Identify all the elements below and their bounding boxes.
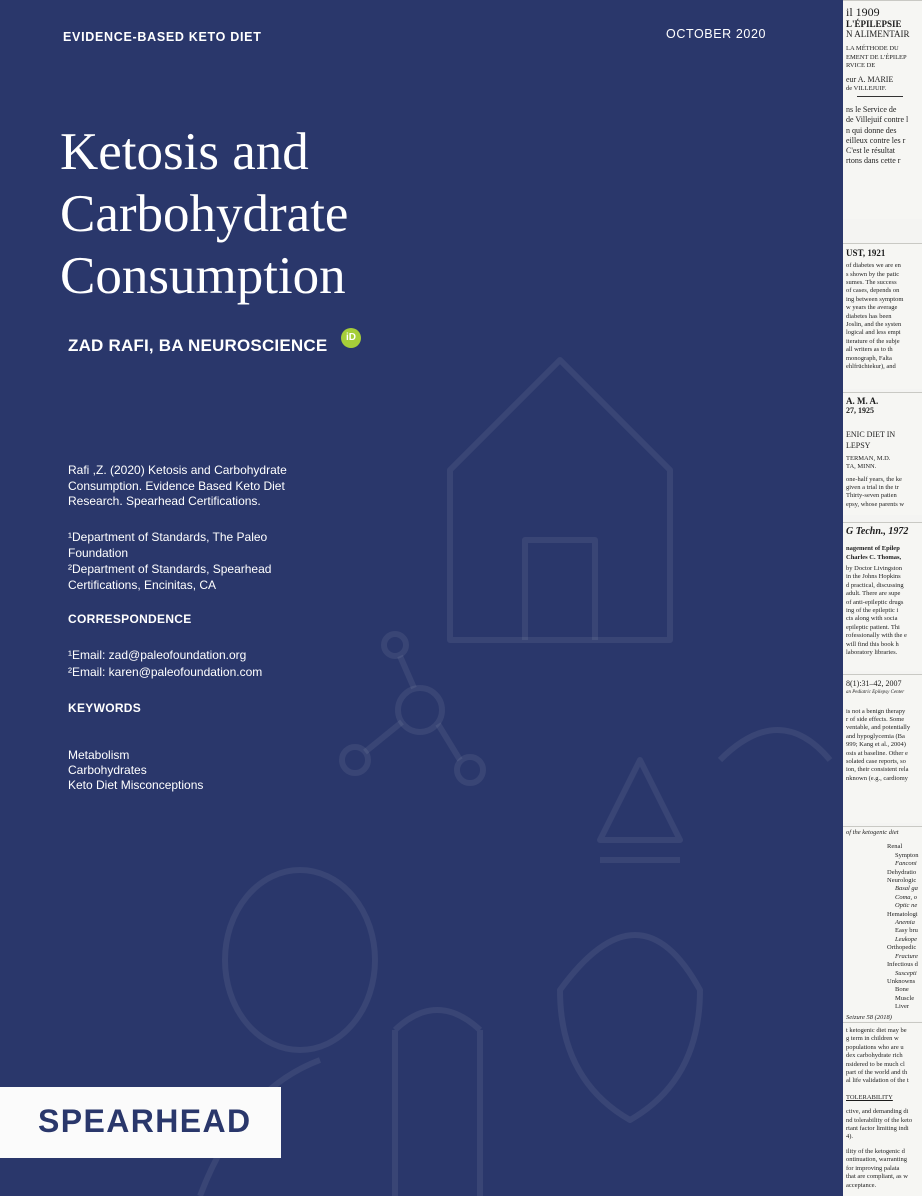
collage-line: il 1909 [846, 5, 880, 19]
collage-line: t ketogenic diet may be [846, 1027, 907, 1034]
collage-line: that are compliant, as w [846, 1173, 908, 1181]
grain-outline [600, 760, 680, 860]
collage-line: Leukope [895, 935, 918, 943]
collage-line: ontinuation, warranting [846, 1156, 908, 1164]
collage-line: acceptance. [846, 1181, 877, 1189]
collage-line: part of the world and th [846, 1069, 908, 1077]
collage-line: sumes. The success [846, 279, 897, 287]
collage-line: s shown by the patic [846, 270, 900, 278]
collage-line: EMENT DE L'ÉPILEP [846, 53, 907, 61]
glass-outline [395, 1010, 480, 1196]
collage-line: of diabetes we are en [846, 262, 901, 270]
molecule-node [398, 688, 442, 732]
collage-line: ing of the epileptic i [846, 607, 899, 615]
clip-2007 [843, 674, 922, 823]
collage-line: g term in children w [846, 1035, 899, 1043]
clip-2018-table [843, 826, 922, 1021]
collage-line: w years the average [846, 304, 898, 312]
collage-line: is not a benign therapy [846, 707, 906, 715]
collage-line: Coma, o [895, 893, 918, 901]
house-outline [450, 360, 670, 640]
collage-line: Charles C. Thomas, [846, 553, 902, 561]
collage-line: Infectious d [887, 961, 918, 969]
collage-line: by Doctor Livingston [846, 565, 902, 573]
clip-1909 [843, 0, 922, 219]
keyword-list [68, 748, 203, 793]
keyword-item: Carbohydrates [68, 763, 147, 777]
collage-line: osis at baseline. Other e [846, 749, 908, 757]
collage-line: rofessionally with the e [846, 632, 907, 640]
collage-line: Fanconi [895, 860, 917, 868]
collage-line: and hypoglycemia (Ba [846, 732, 905, 740]
collage-line: de Villejuif contre l [846, 115, 909, 125]
collage-line: cts along with socia [846, 615, 898, 623]
collage-line: Neurologic [887, 877, 917, 885]
arc-outline [720, 730, 830, 760]
molecule-bonds [365, 656, 460, 760]
collage-line: Basal ga [895, 885, 918, 893]
collage-line: diabetes has been [846, 312, 892, 320]
collage-line: Optic ne [895, 902, 918, 910]
collage-line: eilleux contre les r [846, 135, 906, 145]
molecule-node [384, 634, 406, 656]
collage-line: ctive, and demanding di [846, 1108, 909, 1116]
collage-line: will find this book h [846, 640, 899, 648]
citation-text: Rafi ,Z. (2020) Ketosis and Carbohydrate Consumption. Evidence Based Keto Diet Research. Spearhead Certifications. [68, 463, 287, 508]
collage-line: ion, their consistent rela [846, 766, 909, 774]
collage-line: RVICE DE [846, 62, 876, 70]
collage-line: UST, 1921 [846, 248, 886, 258]
collage-line: one-half years, the ke [846, 475, 902, 483]
collage-line: of anti-epileptic drugs [846, 598, 904, 606]
collage-line: nknown (e.g., cardiomy [846, 774, 908, 782]
clip-1972 [843, 522, 922, 671]
document-title: Ketosis and Carbohydrate Consumption [60, 123, 349, 305]
collage-line: 27, 1925 [846, 406, 874, 416]
publication-date: OCTOBER 2020 [666, 27, 767, 41]
collage-line: ventable, and potentially [846, 724, 911, 732]
collage-line: Liver [895, 1003, 910, 1011]
collage-line: Renal [887, 843, 903, 851]
collage-line: eur A. MARIE [846, 74, 894, 84]
collage-line: in the Johns Hopkins [846, 573, 901, 581]
collage-line: rtons dans cette r [846, 156, 901, 166]
email-1[interactable]: ¹Email: zad@paleofoundation.org [68, 648, 247, 662]
collage-line: of cases, depends on [846, 287, 900, 295]
collage-line: L'ÉPILEPSIE [846, 19, 902, 29]
egg-outline [225, 870, 375, 1050]
collage-line: G Techn., 1972 [846, 526, 909, 537]
collage-line: Bone [895, 986, 909, 994]
keyword-item: Keto Diet Misconceptions [68, 778, 204, 792]
collage-line: Suscepti [895, 969, 917, 977]
collage-line: nd tolerability of the keto [846, 1116, 913, 1124]
collage-line: 8(1):31–42, 2007 [846, 679, 902, 688]
collage-line: adult. There are supe [846, 590, 901, 598]
drop-outline [560, 935, 700, 1120]
collage-line: ehlfrüchtekur), and [846, 363, 896, 371]
keyword-item: Metabolism [68, 748, 130, 762]
collage-line: Fracture [895, 952, 918, 960]
collage-line: r of side effects. Some [846, 716, 905, 724]
collage-line: monograph, Falta [846, 354, 892, 362]
collage-line: TERMAN, M.D. [846, 454, 891, 462]
house-door [525, 540, 595, 640]
collage-line: ility of the ketogenic d [846, 1147, 905, 1155]
collage-line: Muscle [895, 994, 915, 1002]
collage-line: Hematologi [887, 910, 918, 918]
clip-1921 [843, 243, 922, 389]
collage-line: Thirty-seven patien [846, 492, 897, 500]
logo-wordmark: SPEARHEAD [38, 1103, 252, 1139]
collage-line: Seizure 58 (2018) [846, 1013, 892, 1021]
collage-line: nagement of Epilep [846, 545, 900, 553]
collage-line: Orthopedic [887, 944, 917, 952]
keywords-heading: KEYWORDS [68, 701, 142, 715]
molecule-node [457, 757, 483, 783]
author-name: ZAD RAFI, BA NEUROSCIENCE [68, 336, 328, 355]
collage-line: TOLERABILITY [846, 1093, 893, 1101]
collage-line: solated case reports, so [846, 758, 906, 766]
collage-line: rtant factor limiting indi [846, 1125, 909, 1133]
collage-line: for improving palata [846, 1164, 900, 1172]
email-2[interactable]: ²Email: karen@paleofoundation.com [68, 665, 263, 679]
collage-line: ing between symptom [846, 295, 904, 303]
collage-line: C'est le résultat [846, 146, 895, 156]
collage-line: of the ketogenic diet [846, 829, 899, 836]
series-label: EVIDENCE-BASED KETO DIET [63, 30, 262, 44]
collage-line: ENIC DIET IN [846, 430, 896, 440]
collage-line: all writers as to th [846, 346, 893, 354]
collage-line: populations who are u [846, 1043, 904, 1051]
collage-line: 999; Kang et al., 2004) [846, 741, 906, 749]
collage-line: given a trial in the tr [846, 484, 899, 492]
collage-line: logical and less empi [846, 329, 901, 337]
collage-line: epsy, whose parents w [846, 500, 905, 508]
orcid-icon[interactable]: iD [341, 328, 361, 348]
collage-line: dex carbohydrate rich [846, 1052, 903, 1060]
clip-1925 [843, 392, 922, 515]
collage-line: n qui donne des [846, 125, 897, 135]
collage-line: ns le Service de [846, 105, 897, 115]
molecule-node [342, 747, 368, 773]
collage-line: LEPSY [846, 440, 871, 450]
collage-line: an Pediatric Epilepsy Center [846, 690, 905, 696]
affiliation-1: ¹Department of Standards, The Paleo Foundation [68, 530, 268, 560]
collage-line: A. M. A. [846, 396, 879, 406]
collage-line: Easy bru [895, 927, 918, 935]
clip-tolerability [843, 1022, 922, 1196]
collage-line: epileptic patient. Thi [846, 623, 900, 631]
collage-line: N ALIMENTAIR [846, 29, 910, 40]
collage-line: Unknowns [887, 977, 916, 985]
collage-line: LA MÉTHODE DU [846, 45, 899, 53]
scanned-papers-collage [843, 0, 922, 1196]
correspondence-heading: CORRESPONDENCE [68, 612, 192, 626]
collage-line: Sympton [895, 851, 919, 859]
collage-line: nsidered to be much cl [846, 1060, 905, 1068]
collage-line: Joslin, and the systen [846, 321, 902, 329]
collage-line: al life validation of the t [846, 1077, 909, 1085]
collage-line: Anemia [895, 919, 915, 927]
collage-line: TA, MINN. [846, 463, 877, 471]
collage-line: d practical, discussing [846, 581, 904, 589]
collage-line: 4). [846, 1133, 854, 1141]
divider [857, 96, 903, 97]
affiliation-2: ²Department of Standards, Spearhead Certifications, Encinitas, CA [68, 562, 272, 592]
collage-line: laboratory libraries. [846, 649, 898, 657]
collage-line: de VILLEJUIF. [846, 84, 887, 92]
collage-line: Dehydratio [887, 868, 917, 876]
collage-line: iterature of the subje [846, 337, 900, 345]
spearhead-logo [0, 1087, 281, 1158]
